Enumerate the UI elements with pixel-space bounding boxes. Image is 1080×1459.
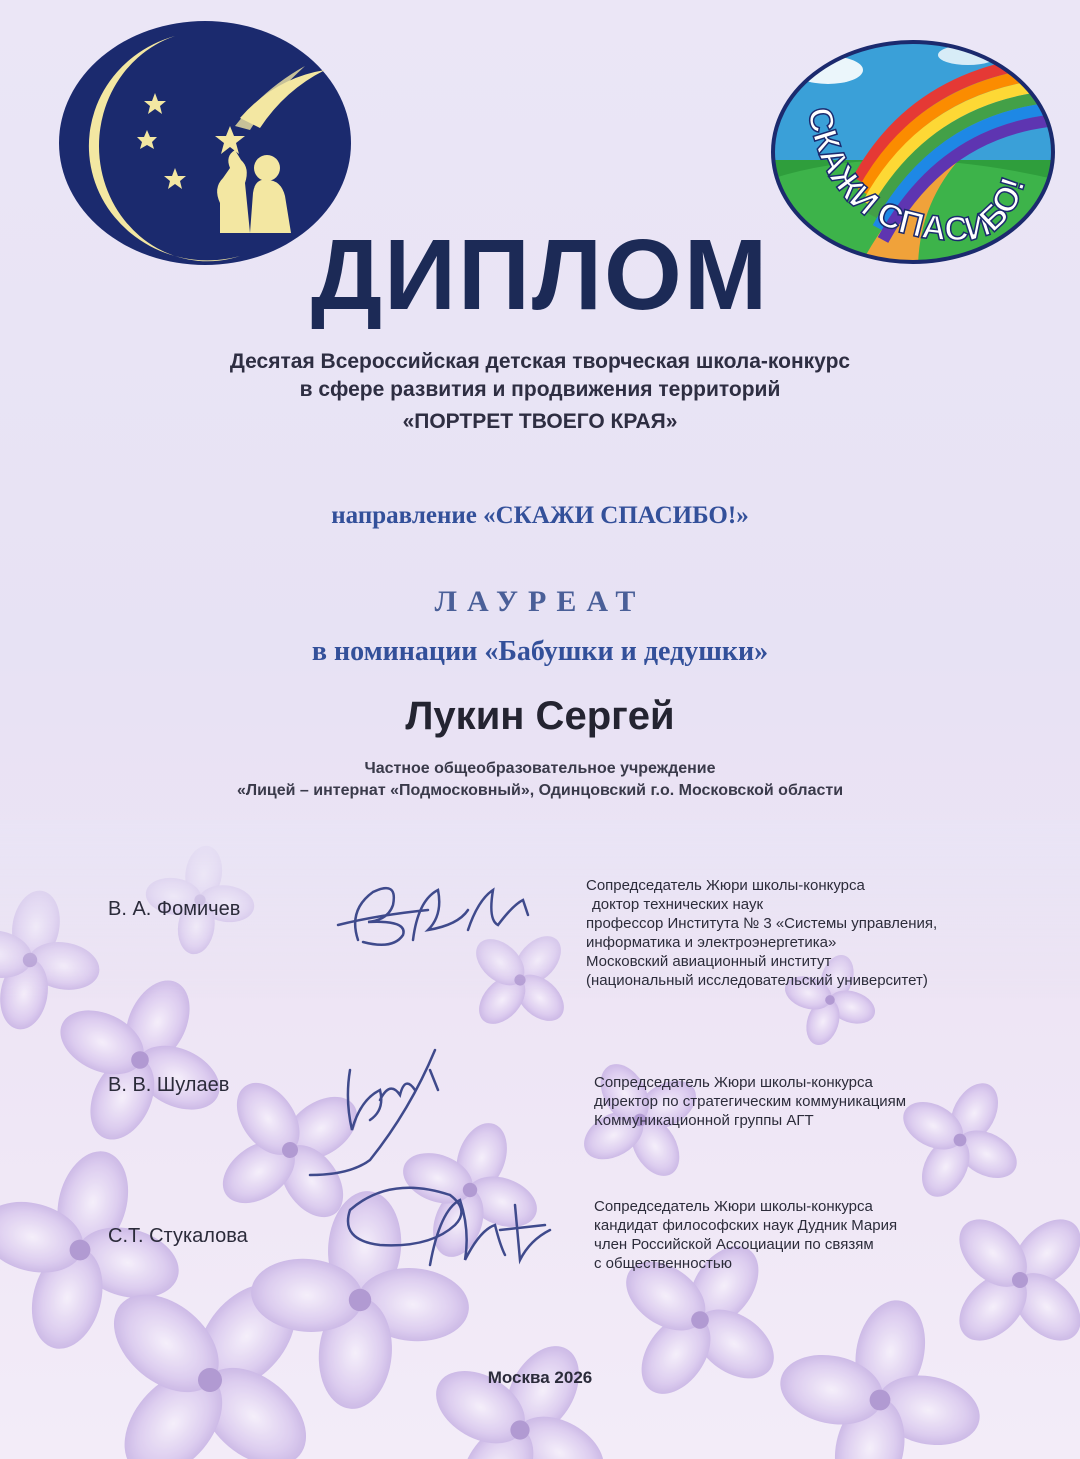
place-and-year: Москва 2026 xyxy=(487,1368,593,1387)
contest-subtitle-line-2: в сфере развития и продвижения территорий xyxy=(299,378,781,401)
signature-1 xyxy=(318,870,558,960)
signatory-3-line-3: член Российской Ассоциации по связям xyxy=(594,1236,874,1253)
contest-subtitle-line-1: Десятая Всероссийская детская творческая школа-конкурс xyxy=(229,350,851,373)
signatory-1-line-5: Московский авиационный институт xyxy=(586,953,832,970)
signatory-name-2: В. В. Шулаев xyxy=(108,1074,230,1096)
signatory-name-1: В. А. Фомичев xyxy=(108,898,241,920)
organization-line-1: Частное общеобразовательное учреждение xyxy=(364,760,716,777)
signatory-description-3 xyxy=(594,1197,897,1273)
signatory-1-line-4: информатика и электроэнергетика» xyxy=(586,934,837,951)
signatory-description-2 xyxy=(594,1073,906,1130)
signature-3 xyxy=(330,1170,570,1290)
signatory-1-line-3: профессор Института № 3 «Системы управления, xyxy=(586,915,938,932)
signatory-1-line-6: (национальный исследовательский университет) xyxy=(586,972,928,989)
signatory-1-line-2: доктор технических наук xyxy=(592,896,764,913)
award-status: ЛАУРЕАТ xyxy=(434,585,646,618)
signatory-description-1 xyxy=(586,876,937,990)
signatory-3-line-1: Сопредседатель Жюри школы-конкурса xyxy=(594,1198,873,1215)
contest-name: «ПОРТРЕТ ТВОЕГО КРАЯ» xyxy=(402,410,678,433)
diploma-title: ДИПЛОМ xyxy=(310,219,770,331)
signatory-3-line-2: кандидат философских наук Дудник Мария xyxy=(594,1217,898,1234)
signatory-2-line-3: Коммуникационной группы АГТ xyxy=(594,1112,814,1129)
signatory-name-3: С.Т. Стукалова xyxy=(108,1225,248,1247)
award-nomination: в номинации «Бабушки и дедушки» xyxy=(311,636,769,667)
signatory-2-line-2: директор по стратегическим коммуникациям xyxy=(594,1093,907,1110)
signatory-3-line-4: с общественностью xyxy=(594,1255,732,1272)
award-direction: направление «СКАЖИ СПАСИБО!» xyxy=(331,502,749,529)
signature-2 xyxy=(290,1040,470,1180)
signatory-2-line-1: Сопредседатель Жюри школы-конкурса xyxy=(594,1074,873,1091)
recipient-name: Лукин Сергей xyxy=(405,694,675,738)
organization-line-2: «Лицей – интернат «Подмосковный», Одинцовский г.о. Московской области xyxy=(236,782,844,799)
signatory-1-line-1: Сопредседатель Жюри школы-конкурса xyxy=(586,877,865,894)
badge-text: СКАЖИ СПАСИБО! xyxy=(799,104,1034,249)
